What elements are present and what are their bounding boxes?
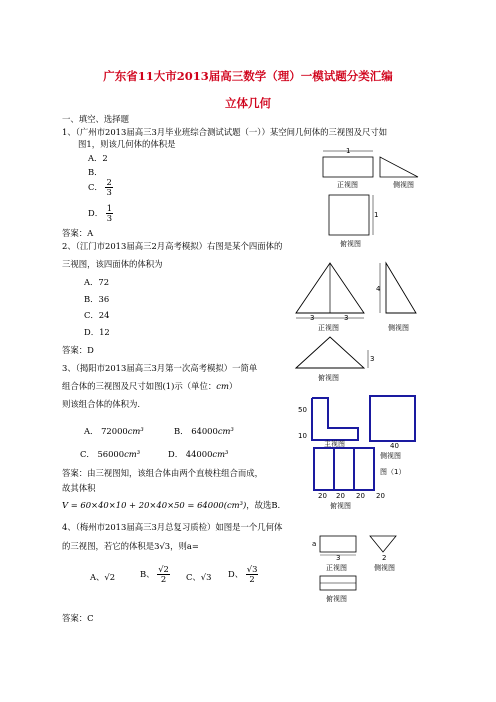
- q1-side-view: [380, 157, 418, 177]
- q3-dim-20b: 20: [336, 492, 345, 500]
- q2-stem-line2: 三视图，该四面体的体积为: [62, 259, 163, 269]
- q3-option-c: [80, 449, 140, 460]
- q1-option-d-denominator: 3: [106, 213, 113, 223]
- q3-stem-line1: 3、（揭阳市2013届高三3月第一次高考模拟）一简单: [62, 363, 258, 373]
- q3-option-d-unit: cm³: [212, 449, 229, 459]
- q2-top-view: [296, 337, 364, 368]
- q1-option-d-numerator: 1: [106, 203, 113, 213]
- q4-option-d: [228, 565, 258, 584]
- q1-option-a: A．2: [88, 153, 108, 163]
- q4-option-a: A、√2: [90, 572, 116, 582]
- q2-option-b: B．36: [84, 294, 110, 304]
- q3-front-view: [312, 398, 358, 440]
- q4-stem-value: 3√3: [154, 541, 171, 551]
- q3-dim-40: 40: [390, 442, 399, 450]
- q4-option-d-denominator: 2: [249, 574, 255, 584]
- q3-stem-line3: 则该组合体的体积为.: [62, 399, 141, 409]
- q4-dim-3: 3: [336, 554, 341, 562]
- q2-option-c: C．24: [84, 310, 110, 320]
- q3-option-b: [174, 426, 234, 437]
- q3-option-c-unit: cm³: [124, 449, 141, 459]
- q1-three-view-figure: [315, 145, 425, 255]
- q3-option-a-unit: cm³: [127, 426, 144, 436]
- q4-option-b-fraction: [157, 565, 170, 584]
- q4-dim-a: a: [312, 540, 317, 548]
- q3-answer-line2: 故其体积: [62, 483, 96, 493]
- q3-side-view: [370, 396, 415, 441]
- q3-stem-unit: cm: [216, 381, 229, 391]
- q2-dim-right: 3: [344, 314, 349, 322]
- q1-answer: 答案：A: [62, 228, 94, 238]
- q4-side-view: [370, 536, 396, 552]
- q4-stem-line2: [62, 541, 199, 552]
- q1-option-c-prefix: C．: [88, 182, 103, 192]
- document-title: 广东省11大市2013届高三数学（理）一模试题分类汇编: [103, 69, 393, 83]
- q4-front-label: 正视图: [326, 564, 347, 572]
- q4-option-d-fraction: [246, 565, 259, 584]
- q3-answer-line1: 答案：由三视图知，该组合体由两个直棱柱组合而成，: [62, 468, 263, 478]
- q4-front-view: [320, 536, 356, 552]
- q2-side-label: 侧视图: [388, 324, 409, 332]
- q1-option-c: [88, 178, 113, 197]
- q3-dim-50: 50: [298, 406, 307, 414]
- q2-option-d: D．12: [84, 327, 110, 337]
- q3-dim-10: 10: [298, 432, 307, 440]
- q3-dim-20c: 20: [356, 492, 365, 500]
- q1-option-d: [88, 204, 113, 223]
- q1-top-label: 俯视图: [340, 240, 361, 248]
- q3-option-d-value: D． 44000: [168, 449, 213, 459]
- q4-dim-2: 2: [382, 554, 387, 562]
- q3-stem-line2: [62, 381, 237, 392]
- q3-option-b-unit: cm³: [217, 426, 234, 436]
- q3-dim-20d: 20: [376, 492, 385, 500]
- q4-option-d-prefix: D、: [228, 569, 244, 579]
- q3-answer-formula-row: [62, 500, 280, 511]
- section-heading: 一、填空、选择题: [62, 114, 129, 124]
- q1-stem-line2: 图1，则该几何体的体积是: [78, 139, 176, 149]
- q4-option-b-numerator: √2: [158, 564, 169, 574]
- q2-dim-top: 3: [370, 355, 375, 363]
- q1-dim-2: 1: [374, 211, 379, 219]
- q3-figure-caption: 图（1）: [380, 468, 406, 476]
- q1-option-d-fraction: [106, 204, 113, 223]
- q4-top-label: 俯视图: [326, 595, 347, 603]
- q3-top-label: 俯视图: [330, 502, 351, 510]
- q3-option-b-value: B． 64000: [174, 426, 218, 436]
- q3-front-label: 主视图: [324, 440, 345, 448]
- q1-option-b: B．: [88, 167, 103, 177]
- q4-stem-line2-prefix: 的三视图，若它的体积是: [62, 541, 155, 551]
- q1-option-c-denominator: 3: [106, 187, 112, 197]
- q1-stem-line1: 1、（广州市2013届高三3月毕业班综合测试试题（一））某空间几何体的三视图及尺寸如: [62, 127, 388, 137]
- q3-answer-tail: ，故选B.: [246, 500, 281, 510]
- q2-answer: 答案：D: [62, 345, 94, 355]
- q2-side-view: [386, 263, 416, 313]
- q2-dim-left: 3: [310, 314, 315, 322]
- q1-side-label: 侧视图: [393, 181, 414, 189]
- q4-three-view-figure: [312, 530, 412, 605]
- q3-option-a-value: A． 72000: [84, 426, 128, 436]
- q2-option-a: A．72: [84, 277, 110, 287]
- q4-option-c: C、√3: [186, 572, 212, 582]
- q3-option-a: [84, 426, 144, 437]
- q1-top-view: [329, 195, 369, 235]
- q1-front-view: [323, 157, 373, 177]
- q3-stem-line2-suffix: ）: [228, 381, 238, 391]
- q1-front-label: 正视图: [337, 181, 358, 189]
- q3-top-view: [314, 448, 374, 490]
- q3-three-view-figure: [298, 388, 428, 513]
- q3-side-label: 侧视图: [380, 452, 401, 460]
- q4-stem-line1: 4、（梅州市2013届高三3月总复习质检）如图是一个几何体: [62, 522, 283, 532]
- q3-option-d: [168, 449, 228, 460]
- q3-stem-line2-prefix: 组合体的三视图及尺寸如图(1)示（单位：: [62, 381, 217, 391]
- q1-option-d-prefix: D．: [88, 208, 104, 218]
- q4-option-b-prefix: B、: [140, 569, 155, 579]
- q3-answer-formula: V = 60×40×10 + 20×40×50 = 64000(cm³): [62, 500, 247, 510]
- q4-option-b: [140, 565, 170, 584]
- q4-answer: 答案：C: [62, 613, 94, 623]
- q1-option-c-numerator: 2: [106, 177, 112, 187]
- q4-stem-line2-suffix: ，则a=: [170, 541, 199, 551]
- q1-option-c-fraction: [105, 178, 112, 197]
- q3-dim-20a: 20: [318, 492, 327, 500]
- q1-dim-1: 1: [346, 147, 351, 155]
- q2-three-view-figure: [288, 255, 428, 385]
- q2-top-label: 俯视图: [318, 374, 339, 382]
- document-subtitle: 立体几何: [225, 96, 271, 110]
- q2-dim-height: 4: [376, 285, 381, 293]
- q3-option-c-value: C． 56000: [80, 449, 125, 459]
- q4-side-label: 侧视图: [374, 564, 395, 572]
- q4-option-d-numerator: √3: [246, 564, 258, 574]
- q2-front-label: 正视图: [318, 324, 339, 332]
- q2-stem-line1: 2、（江门市2013届高三2月高考模拟）右图是某个四面体的: [62, 241, 283, 251]
- q4-option-b-denominator: 2: [160, 574, 167, 584]
